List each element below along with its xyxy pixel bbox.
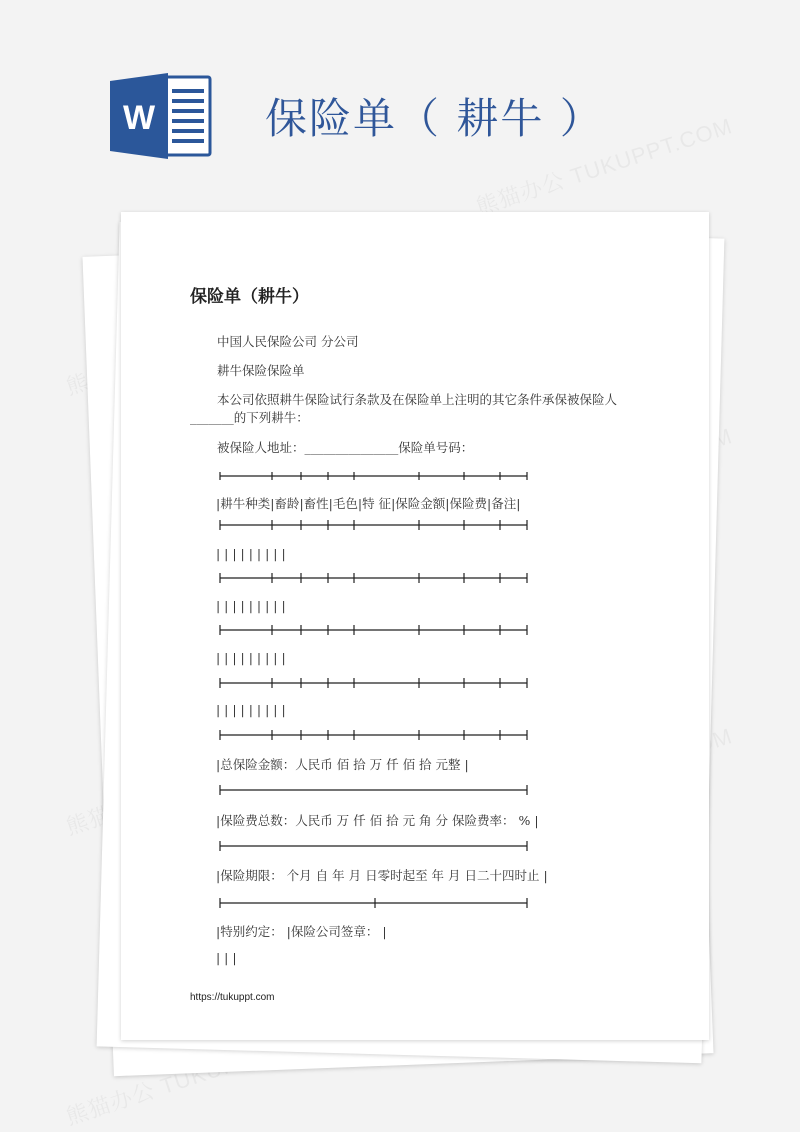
table-row: | | | | | | | | | (216, 650, 286, 665)
special-terms-row: |特别约定： |保险公司签章： | (216, 924, 387, 939)
bottom-marks-row: | | | (216, 950, 237, 965)
statement-line-continued: _______的下列耕牛： (190, 410, 309, 425)
header-cell: |保险费 (445, 496, 487, 511)
table-row: | | | | | | | | | (216, 702, 286, 717)
document-title: 保险单（耕牛） (190, 287, 309, 307)
page-title: 保险单（ 耕牛 ） (265, 94, 604, 143)
policy-table (215, 468, 575, 968)
header-cell: |备注| (487, 496, 521, 511)
statement-line: 本公司依照耕牛保险试行条款及在保险单上注明的其它条件承保被保险人 (217, 392, 618, 407)
header-cell: |特 征 (357, 496, 392, 511)
header-cell: |畜龄 (270, 496, 300, 511)
insurance-period-row: |保险期限： 个月 自 年 月 日零时起至 年 月 日二十四时止 | (216, 868, 548, 883)
table-row: | | | | | | | | | (216, 598, 286, 613)
table-header-row (216, 494, 520, 512)
word-logo-icon (110, 73, 213, 159)
table-row: | | | | | | | | | (216, 546, 286, 561)
policy-name-line: 耕牛保险保险单 (217, 363, 305, 378)
footer-link[interactable]: https://tukuppt.com (190, 992, 275, 1003)
header-cell: |毛色 (328, 496, 358, 511)
header-cell: |保险金额 (391, 496, 446, 511)
company-line: 中国人民保险公司 分公司 (217, 334, 359, 349)
header-cell: |畜性 (299, 496, 329, 511)
address-line: 被保险人地址：_______________保险单号码： (217, 440, 474, 455)
total-premium-row: |保险费总数：人民币 万 仟 佰 拾 元 角 分 保险费率： % | (216, 813, 539, 828)
header-cell: |耕牛种类 (216, 496, 271, 511)
total-amount-row: |总保险金额：人民币 佰 拾 万 仟 佰 拾 元整 | (216, 757, 469, 772)
svg-text:W: W (122, 99, 156, 137)
